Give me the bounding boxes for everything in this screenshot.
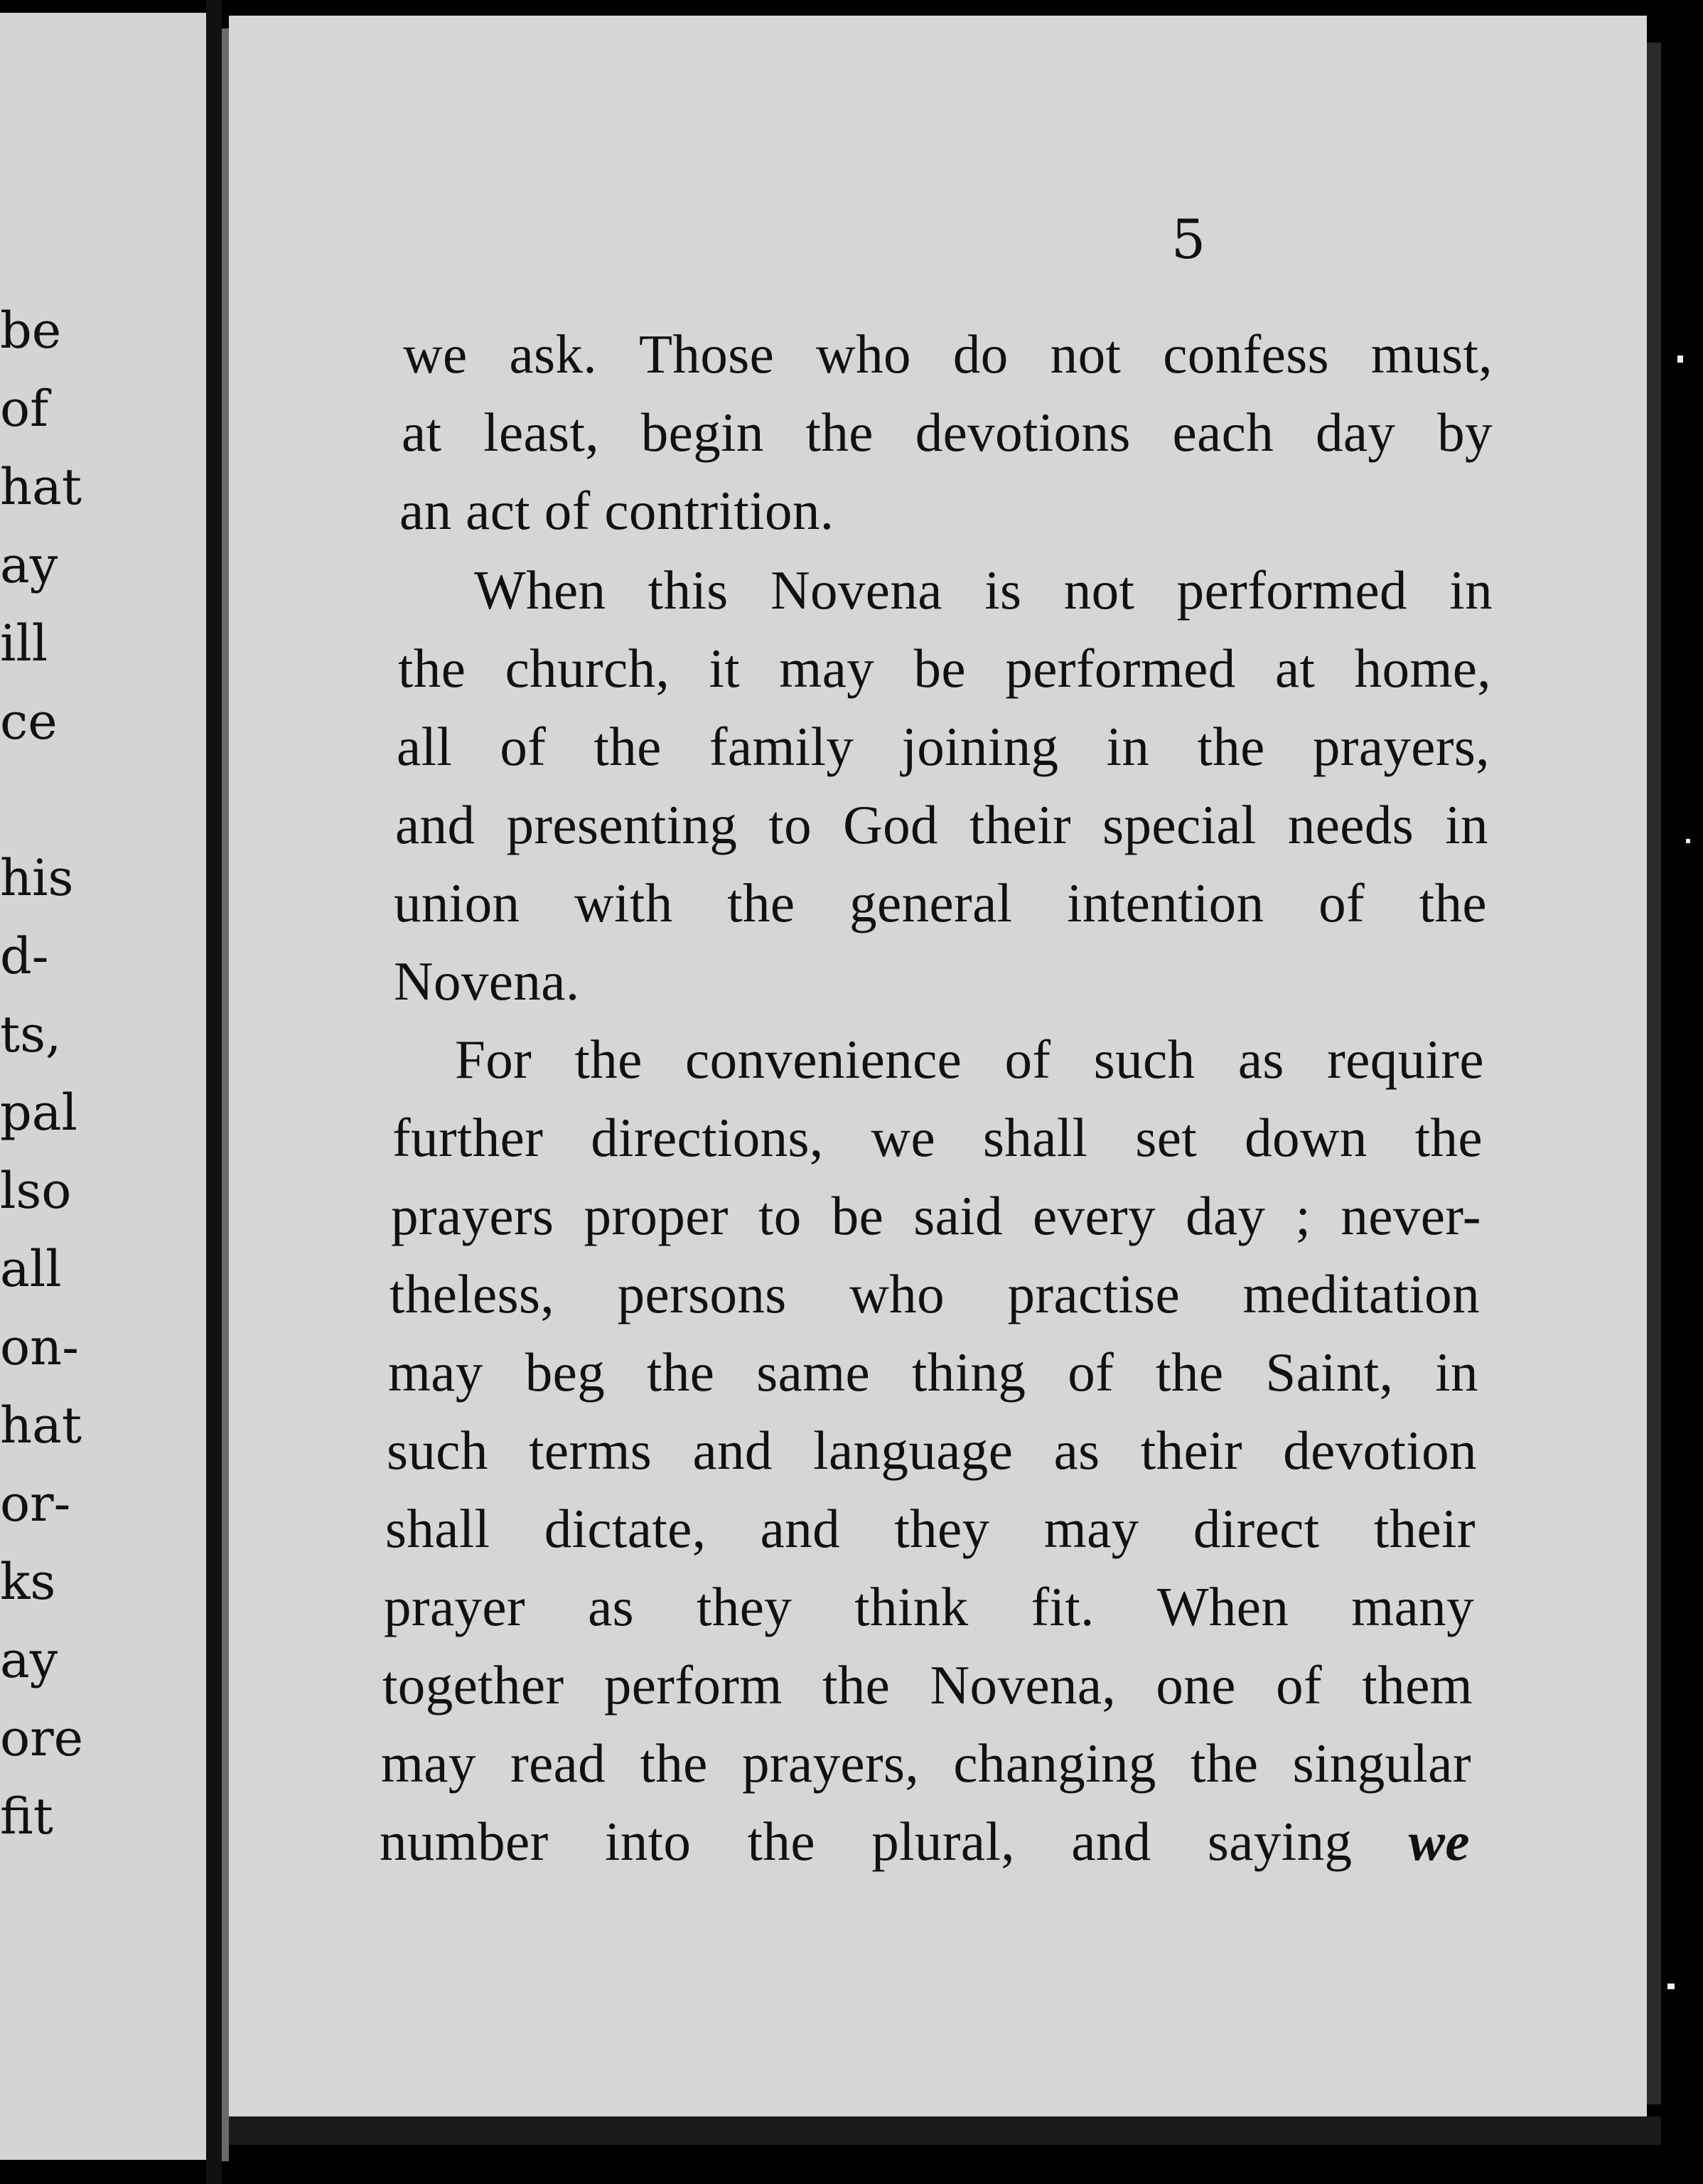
left-line-fragment: lso [0,1162,72,1220]
word: the [822,1654,891,1715]
word: When [474,560,606,621]
left-line-fragment: on- [0,1318,79,1376]
word: special [1102,794,1257,855]
word: may [381,1733,476,1794]
word: the [593,716,662,777]
text-line [390,1263,1480,1324]
left-line-fragment: ill [0,614,48,673]
word: begin [640,402,764,463]
word: in [1449,560,1493,621]
word: this [648,560,729,621]
word: require [1327,1029,1484,1090]
word: think [854,1576,969,1637]
text-line [387,1420,1477,1481]
word: do [952,323,1009,385]
word: intention [1067,872,1264,933]
word: shall [385,1498,490,1559]
left-line-fragment: ay [0,536,58,594]
word: set [1135,1107,1198,1168]
word: may [388,1342,483,1403]
word: practise [1007,1263,1181,1324]
word: joining [901,716,1059,777]
word: changing [953,1733,1156,1794]
word: general [849,872,1013,933]
left-line-fragment: fit [0,1787,53,1846]
text-line [402,402,1493,463]
word: language [813,1420,1014,1481]
word: God [843,794,938,855]
word: shall [983,1107,1088,1168]
word: is [984,560,1022,621]
word: When [1156,1576,1289,1637]
word: their [969,794,1072,855]
text-line [403,323,1493,385]
text-line [474,560,1493,621]
word: prayer [384,1576,526,1637]
scan-speck [1667,1984,1675,1989]
left-line-fragment: d- [0,927,49,985]
word: union [394,872,520,933]
left-line-fragment: ks [0,1553,56,1611]
left-line-fragment: or- [0,1474,71,1533]
word: performed [1176,560,1407,621]
scan-speck [1677,355,1683,363]
left-line-fragment: all [0,1240,62,1298]
word: with [574,872,673,933]
word: their [1140,1420,1242,1481]
word: of [1276,1654,1323,1715]
word: least, [483,402,599,463]
book-gutter [206,0,222,2184]
text-line [382,1654,1473,1715]
word: beg [525,1342,606,1403]
word: the [574,1029,643,1090]
word: them [1362,1654,1473,1715]
word: and [1071,1811,1151,1872]
word: devotion [1283,1420,1477,1481]
left-line-fragment: his [0,849,74,907]
word: prayers, [1312,716,1490,777]
word: and [692,1420,773,1481]
word: prayers [391,1185,554,1246]
page-bottom-shadow [229,2116,1661,2145]
word: Novena, [930,1654,1117,1715]
word: fit. [1031,1576,1095,1637]
word: number [380,1811,549,1872]
word: day [1186,1185,1266,1246]
word: Those [639,323,775,385]
word: same [756,1342,871,1403]
word: of [1004,1029,1051,1090]
word: we [1408,1811,1470,1872]
word: Saint, [1265,1342,1394,1403]
word: of [1318,872,1365,933]
word: theless, [390,1263,555,1324]
word: may [779,638,875,699]
text-line [394,872,1487,933]
word: singular [1292,1733,1471,1794]
word: they [894,1498,990,1559]
left-line-fragment: ts, [0,1005,62,1064]
word: all [397,716,453,777]
word: together [382,1654,564,1715]
word: presenting [506,794,738,855]
word: act [466,480,531,541]
word: who [849,1263,945,1324]
page-edge [222,28,229,2161]
word: perform [603,1654,783,1715]
text-line [394,951,580,1012]
word: family [709,716,854,777]
text-line [384,1576,1474,1637]
word: of [544,480,591,541]
word: the [1197,716,1265,777]
word: directions, [591,1107,824,1168]
word: such [1093,1029,1196,1090]
text-line [380,1811,1470,1872]
word: the [727,872,795,933]
word: as [588,1576,635,1637]
word: ; [1295,1185,1311,1246]
word: the [747,1811,815,1872]
word: home, [1354,638,1491,699]
word: direct [1193,1498,1320,1559]
word: in [1435,1342,1478,1403]
word: plural, [871,1811,1015,1872]
word: an [399,480,452,541]
word: prayers, [742,1733,920,1794]
left-line-fragment: hat [0,1396,82,1455]
page-edge-shadow [1647,43,1661,2104]
word: meditation [1242,1263,1480,1324]
word: as [1053,1420,1100,1481]
word: terms [529,1420,652,1481]
word: their [1373,1498,1476,1559]
word: Novena. [394,951,580,1012]
word: one [1156,1654,1236,1715]
text-line [388,1342,1478,1403]
word: saying [1207,1811,1353,1872]
word: persons [617,1263,787,1324]
word: they [697,1576,793,1637]
word: the [647,1342,715,1403]
word: the [398,638,466,699]
word: each [1172,402,1274,463]
word: by [1437,402,1493,463]
word: read [510,1733,606,1794]
word: never- [1341,1185,1481,1246]
word: who [816,323,911,385]
word: down [1245,1107,1368,1168]
word: such [387,1420,488,1481]
word: at [402,402,442,463]
word: not [1050,323,1122,385]
word: ask. [509,323,598,385]
word: and [395,794,476,855]
word: and [760,1498,841,1559]
word: to [768,794,812,855]
scan-speck [1686,839,1690,843]
word: Novena [770,560,942,621]
word: be [913,638,966,699]
word: of [500,716,547,777]
word: we [871,1107,936,1168]
text-line [381,1733,1471,1794]
left-page-fragment [0,13,206,2160]
word: it [709,638,741,699]
word: of [1068,1342,1114,1403]
word: convenience [685,1029,962,1090]
word: to [758,1185,802,1246]
word: may [1043,1498,1139,1559]
word: the [1191,1733,1259,1794]
word: thing [912,1342,1026,1403]
word: the [1419,872,1487,933]
text-line [398,638,1491,699]
left-line-fragment: ay [0,1631,58,1689]
word: at [1274,638,1316,699]
word: proper [584,1185,729,1246]
word: in [1445,794,1488,855]
word: be [831,1185,884,1246]
word: said [913,1185,1003,1246]
word: the [1414,1107,1483,1168]
word: in [1106,716,1150,777]
word: devotions [915,402,1131,463]
left-line-fragment: pal [0,1083,77,1142]
word: confess [1163,323,1329,385]
left-line-fragment: hat [0,458,82,516]
text-line [399,480,834,541]
word: performed [1005,638,1236,699]
word: not [1063,560,1135,621]
word: we [403,323,468,385]
text-line [391,1185,1481,1246]
word: many [1351,1576,1474,1637]
word: For [455,1029,532,1090]
word: day [1315,402,1396,463]
word: contrition. [604,480,834,541]
word: dictate, [544,1498,707,1559]
text-line [397,716,1490,777]
word: needs [1287,794,1414,855]
word: must, [1370,323,1493,385]
text-line [395,794,1488,855]
word: as [1237,1029,1284,1090]
word: the [1156,1342,1224,1403]
left-line-fragment: be [0,301,62,360]
word: the [805,402,874,463]
left-line-fragment: of [0,380,49,438]
word: the [640,1733,708,1794]
word: every [1033,1185,1156,1246]
left-line-fragment: ore [0,1709,84,1767]
word: further [392,1107,544,1168]
left-line-fragment: ce [0,692,58,751]
text-line [392,1107,1483,1168]
main-page [229,16,1647,2116]
word: church, [505,638,670,699]
text-line [455,1029,1484,1090]
page-number: 5 [1171,208,1206,271]
word: into [604,1811,692,1872]
text-line [385,1498,1476,1559]
